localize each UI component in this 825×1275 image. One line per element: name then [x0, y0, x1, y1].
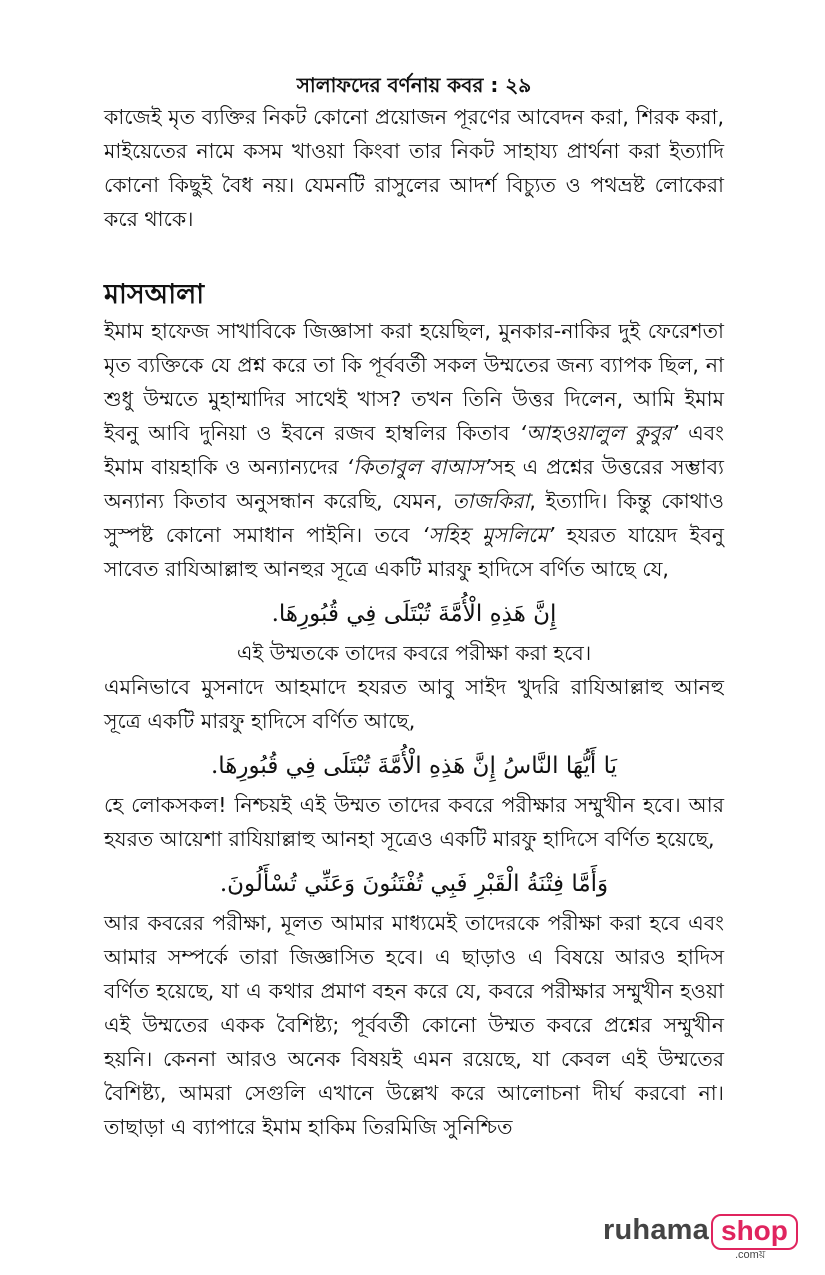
text-run: ইমাম হাফেজ সাখাবিকে জিজ্ঞাসা করা হয়েছিল, মুনকার-নাকির দুই ফেরেশতা মৃত ব্যক্তিকে যে প্রশ্ন করে তা কি পূর্ববর্তী সকল উম্মতের জন্য ব্যাপক ছিল, না শুধু উম্মতে মুহাম্মাদির সাথেই খাস? তখন তিনি উত্তর দিলেন, আমি ইমাম ইবনু আবি দুনিয়া ও ইবনে রজব হাম্বলির কিতাব [104, 319, 724, 445]
text-run: , ইত্যাদি। কিন্তু কোথাও সুস্পষ্ট কোনো সমাধান পাইনি। তবে [104, 489, 724, 547]
paragraph-question [104, 314, 724, 586]
text-run: হযরত যায়েদ ইবনু সাবেত রাযিআল্লাহু আনহুর সূত্রে একটি মারফু হাদিসে বর্ণিত আছে যে, [104, 523, 724, 581]
text-run: এবং ইমাম বায়হাকি ও অন্যান্যদের [104, 421, 724, 479]
paragraph-intro: কাজেই মৃত ব্যক্তির নিকট কোনো প্রয়োজন পূরণের আবেদন করা, শিরক করা, মাইয়েতের নামে কসম খাওয়া কিংবা তার নিকট সাহায্য প্রার্থনা করা ইত্যাদি কোনো কিছুই বৈধ নয়। যেমনটি রাসুলের আদর্শ বিচ্যুত ও পথভ্রষ্ট লোকেরা করে থাকে। [104, 105, 724, 231]
book-title-ahwalul-qubur: ‘আহওয়ালুল কুবুর’ [519, 421, 679, 445]
arabic-hadith-3: وَأَمَّا فِتْنَةُ الْقَبْرِ فَبِي تُفْتَنُونَ وَعَنِّي تُسْأَلُونَ. [219, 871, 609, 897]
running-head: সালাফদের বর্ণনায় কবর : ২৯ [296, 73, 532, 97]
book-page [104, 70, 724, 1144]
paragraph-translation-2: হে লোকসকল! নিশ্চয়ই এই উম্মত তাদের কবরে পরীক্ষার সম্মুখীন হবে। আর হযরত আয়েশা রাযিয়াল্লাহু আনহা সূত্রেও একটি মারফু হাদিসে বর্ণিত হয়েছে, [104, 793, 724, 851]
book-title-tazkira: তাজকিরা [452, 489, 530, 513]
book-title-sahih-muslim: ‘সহিহ মুসলিমে’ [422, 523, 555, 547]
text-run: সহ এ প্রশ্নের উত্তরের সম্ভাব্য অন্যান্য কিতাব অনুসন্ধান করেছি, যেমন, [104, 455, 725, 513]
arabic-hadith-1: إِنَّ هَذِهِ الْأُمَّةَ تُبْتَلَى فِي قُبُورِهَا. [271, 601, 557, 627]
paragraph-explanation: আর কবরের পরীক্ষা, মূলত আমার মাধ্যমেই তাদেরকে পরীক্ষা করা হবে এবং আমার সম্পর্কে তারা জিজ্ঞাসিত হবে। এ ছাড়াও এ বিষয়ে আরও হাদিস বর্ণিত হয়েছে, যা এ কথার প্রমাণ বহন করে যে, কবরে পরীক্ষার সম্মুখীন হওয়া এই উম্মতের একক বৈশিষ্ট্য; পূর্ববর্তী কোনো উম্মত কবরে প্রশ্নের সম্মুখীন হয়নি। কেননা আরও অনেক বিষয়ই এমন রয়েছে, যা কেবল এই উম্মতের বৈশিষ্ট্য, আমরা সেগুলি এখানে উল্লেখ করে আলোচনা দীর্ঘ করবো না। তাছাড়া এ ব্যাপারে ইমাম হাকিম তিরমিজি সুনিশ্চিত [104, 911, 724, 1139]
translation-hadith-1: এই উম্মতকে তাদের কবরে পরীক্ষা করা হবে। [236, 641, 592, 665]
logo-shop-badge [711, 1214, 798, 1250]
logo-domain-suffix: .comয় [735, 1249, 766, 1261]
section-heading-masala: মাসআলা [104, 279, 205, 310]
paragraph-musnad-ahmad: এমনিভাবে মুসনাদে আহমাদে হযরত আবু সাইদ খুদরি রাযিআল্লাহু আনহু সূত্রে একটি মারফু হাদিসে বর্ণিত আছে, [104, 675, 724, 733]
logo-word: ruhama [603, 1214, 709, 1246]
logo-shop-text: shop [721, 1215, 788, 1246]
book-title-kitabul-bas: ‘কিতাবুল বাআস’ [346, 455, 491, 479]
ruhamashop-watermark-logo [603, 1212, 788, 1261]
arabic-hadith-2: يَا أَيُّهَا النَّاسُ إِنَّ هَذِهِ الْأُمَّةَ تُبْتَلَى فِي قُبُورِهَا. [210, 753, 617, 779]
